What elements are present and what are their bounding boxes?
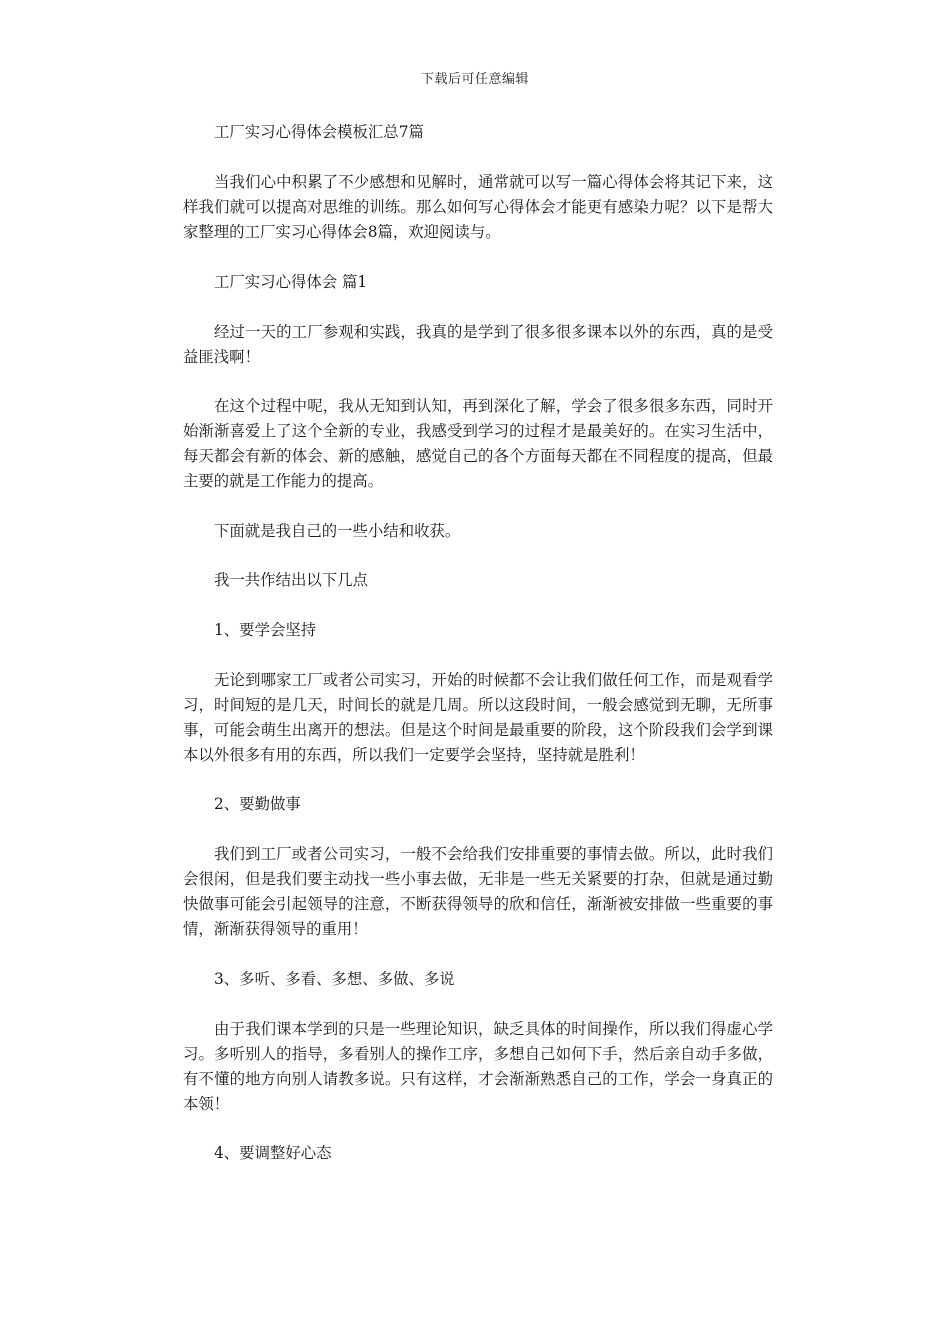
point-heading: 4、要调整好心态 (214, 1144, 332, 1162)
paragraph: 下面就是我自己的一些小结和收获。 (214, 521, 461, 540)
intro-paragraph: 当我们心中积累了不少感想和见解时，通常就可以写一篇心得体会将其记下来，这样我们就可以提高对思维的训练。那么如何写心得体会才能更有感染力呢？以下是帮大家整理的工厂实习心得体会8篇，欢迎阅读与。 (183, 173, 773, 241)
point-heading: 3、多听、多看、多想、多做、多说 (214, 969, 455, 988)
point-body: 我们到工厂或者公司实习，一般不会给我们安排重要的事情去做。所以，此时我们会很闲，但是我们要主动找一些小事去做，无非是一些无关紧要的打杂，但就是通过勤快做事可能会引起领导的注意，不断获得领导的欣和信任，渐渐被安排做一些重要的事情，渐渐获得领导的重用！ (183, 845, 773, 938)
page-header: 下载后可任意编辑 (420, 72, 529, 87)
paragraph: 我一共作结出以下几点 (214, 571, 368, 589)
document-title: 工厂实习心得体会模板汇总7篇 (214, 123, 424, 141)
document-body (183, 120, 773, 1191)
paragraph: 在这个过程中呢，我从无知到认知，再到深化了解，学会了很多很多东西，同时开始渐渐喜爱上了这个全新的专业，我感受到学习的过程才是最美好的。在实习生活中，每天都会有新的体会、新的感触，感觉自己的各个方面每天都在不同程度的提高，但最主要的就是工作能力的提高。 (183, 397, 773, 490)
point-body: 无论到哪家工厂或者公司实习，开始的时候都不会让我们做任何工作，而是观看学习，时间短的是几天，时间长的就是几周。所以这段时间，一般会感觉到无聊，无所事事，可能会萌生出离开的想法。但是这个时间是最重要的阶段，这个阶段我们会学到课本以外很多有用的东西，所以我们一定要学会坚持，坚持就是胜利！ (183, 670, 773, 764)
point-body: 由于我们课本学到的只是一些理论知识，缺乏具体的时间操作，所以我们得虚心学习。多听别人的指导，多看别人的操作工序，多想自己如何下手，然后亲自动手多做，有不懂的地方向别人请教多说。只有这样，才会渐渐熟悉自己的工作，学会一身真正的本领！ (183, 1019, 773, 1113)
point-heading: 2、要勤做事 (214, 795, 301, 813)
section-title: 工厂实习心得体会 篇1 (214, 272, 368, 291)
point-heading: 1、要学会坚持 (214, 620, 317, 639)
paragraph: 经过一天的工厂参观和实践，我真的是学到了很多很多课本以外的东西，真的是受益匪浅啊！ (183, 322, 773, 366)
